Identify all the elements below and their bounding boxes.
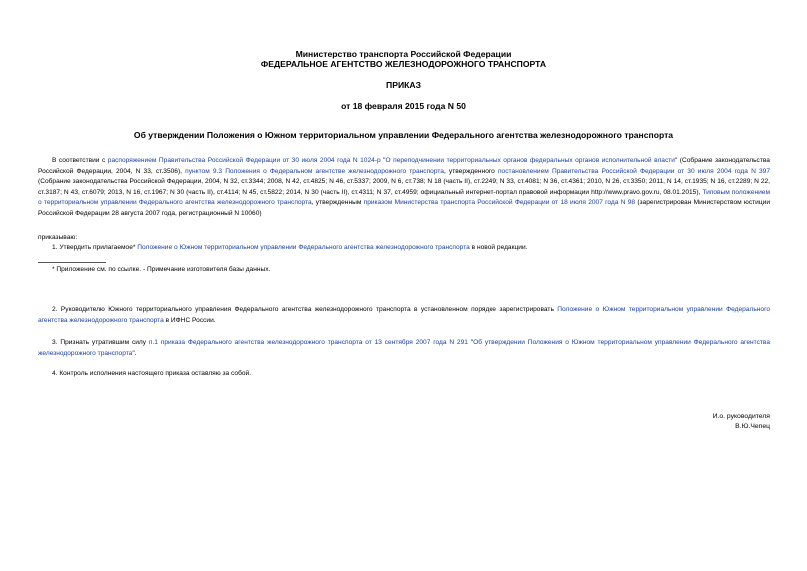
link-order-291-title[interactable]: Об утверждении Положения о Южном территориальном управлении Федерального агентства железнодорожного транспорта [38, 339, 770, 357]
item-4: 4. Контроль исполнения настоящего приказа оставляю за собой. [52, 370, 252, 377]
footnote-divider [38, 262, 106, 263]
link-government-order-1024r[interactable]: распоряжением Правительства Российской Федерации от 30 июля 2004 года N 1024-р [107, 157, 381, 164]
link-government-decree-397[interactable]: постановлением Правительства Российской Федерации от 30 июля 2004 года N 397 [497, 167, 771, 175]
preamble-text: (Собрание законодательства Российской Федерации, 2004, N 32, ст.3344; 2008, N 42, ст.4825; N 46, ст.5337; 2009, N 6, ст.738; N 18 (часть II), ст.2249; N 33, ст.4081; N 36, ст.4361; 2010, N 26, ст.3350; 2011, N 14, ст.1935; N 16, ст.2289; N 22, ст.3187; N 43, ст.6079; 2013, N 16, ст.1967; N 30 (часть II), ст.4114; N 45, ст.5822; 2014, N 30 (часть II), ст.4311; N 37, ст.4959; официальный интернет-портал правовой информации http://www.pravo.gov.ru, 08.01.2015), [38, 178, 770, 196]
item-1 [38, 243, 770, 254]
item-1-text: в новой редакции. [469, 244, 528, 251]
item-2-text: в ИФНС России. [163, 316, 216, 324]
item-3-text: ". [132, 349, 137, 357]
preamble-paragraph [38, 156, 770, 220]
agency-name: ФЕДЕРАЛЬНОЕ АГЕНТСТВО ЖЕЛЕЗНОДОРОЖНОГО ТРАНСПОРТА [260, 59, 547, 69]
link-order-291-clause-1[interactable]: п.1 приказа Федерального агентства железнодорожного транспорта от 13 сентября 2007 года N 291 [148, 339, 468, 346]
document-date: от 18 февраля 2015 года N 50 [341, 101, 466, 111]
document-type: ПРИКАЗ [386, 80, 421, 90]
preamble-text: " (Собрание законодательства Российской Федерации, 2004, N 33, ст.3506), [38, 157, 770, 175]
item-3 [38, 338, 770, 359]
item-1-text: 1. Утвердить прилагаемое* [52, 244, 138, 251]
signature-position: И.о. руководителя [712, 413, 770, 420]
footnote: * Приложение см. по ссылке. - Примечание изготовителя базы данных. [52, 266, 271, 273]
link-regulation-item-1[interactable]: Положение о Южном территориальном управлении Федерального агентства железнодорожного транспорта [137, 244, 470, 251]
item-2-text: 2. Руководителю Южного территориального управления Федерального агентства железнодорожного транспорта в установленном порядке зарегистрировать [52, 306, 558, 313]
signature-name: В.Ю.Чепец [735, 423, 770, 430]
item-2 [38, 305, 770, 326]
link-ministry-order-98[interactable]: приказом Министерства транспорта Российской Федерации от 18 июля 2007 года N 98 [363, 199, 636, 207]
preamble-text: , утвержденным [311, 199, 364, 207]
preamble-text: , утвержденного [443, 167, 498, 175]
preamble-text: " [380, 157, 386, 164]
preamble-text: В соответствии с [52, 157, 108, 164]
link-model-regulation[interactable]: Типовым положением о территориальном управлении Федерального агентства железнодорожного транспорта [38, 188, 770, 207]
document-title: Об утверждении Положения о Южном территориальном управлении Федерального агентства железнодорожного транспорта [133, 130, 674, 140]
order-word: приказываю: [38, 234, 78, 241]
preamble-text: (зарегистрирован Министерством юстиции Российской Федерации 28 августа 2007 года, регистрационный N 10060) [38, 199, 771, 217]
item-3-text: " [467, 339, 474, 346]
link-resubordination-title[interactable]: О переподчинении территориальных органов федеральных органов исполнительной власти [385, 157, 675, 164]
item-3-text: 3. Признать утратившим силу [52, 339, 149, 346]
link-clause-9-3[interactable]: пунктом 9.3 Положения о Федеральном агентстве железнодорожного транспорта [185, 167, 444, 175]
link-regulation-item-2[interactable]: Положение о Южном территориальном управлении Федерального агентства железнодорожного транспорта [38, 306, 770, 324]
ministry-name: Министерство транспорта Российской Федерации [295, 49, 512, 59]
